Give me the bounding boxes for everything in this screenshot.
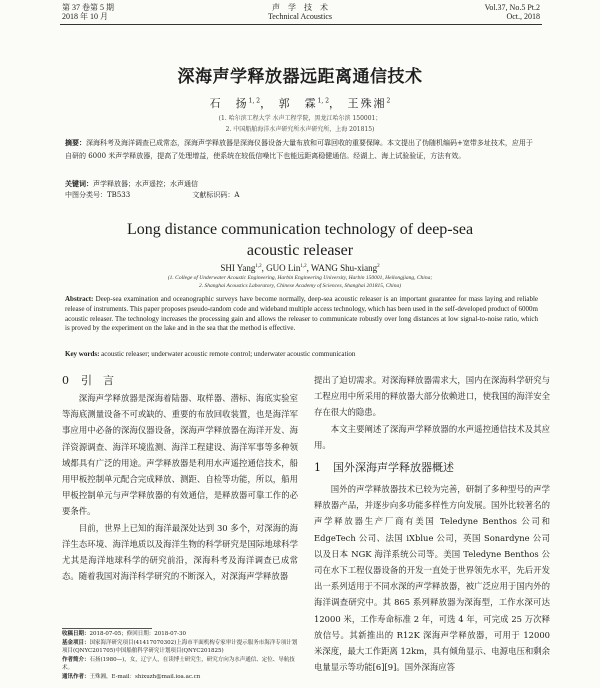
footnotes bbox=[62, 630, 300, 682]
running-header-issue: Vol.37, No.5 Pt.2 Oct., 2018 bbox=[484, 3, 540, 21]
classification-row bbox=[65, 190, 535, 200]
header-rule bbox=[60, 24, 542, 25]
footnote-fund: 基金项目：国家海洋研究项目(41417070302)上海市平面机构专家审计提示服务市海洋专项计划项目(QNYC201705)中国船舶科学研究计划项目(QNYC201825) bbox=[62, 639, 298, 655]
footnote-author: 作者简介：石扬(1980—)，女，辽宁人，在读博士研究生，研究方向为水声通信、定位、导航技术。 bbox=[62, 656, 295, 672]
keywords-chinese: 关键词：声学释放器；水声遥控；水声通信 bbox=[65, 179, 198, 188]
affiliation-english-2: 2. Shanghai Acoustics Laboratory, Chinese Academy of Sciences, Shanghai 201815, China) bbox=[198, 283, 402, 289]
title-english: Long distance communication technology of deep-sea acoustic releaser bbox=[126, 221, 474, 259]
paragraph-continued: 提出了迫切需求。对深海释放器需求大，国内在深海科学研究与工程应用中所采用的释放器大部分依赖进口，使我国的海洋安全存在很大的隐患。 bbox=[314, 375, 550, 418]
paragraph: 目前，世界上已知的海洋最深处达到 30 多个，对深海的海洋生态环境、海洋地质以及海洋生物的科学研究是国际地球科学尤其是海洋地球科学的研究前沿，深海科考及海洋调查已成常态。随着我国对海洋科学研究的不断深入，对深海声学释放器 bbox=[62, 522, 298, 582]
running-header-volume: 第 37 卷第 5 期 2018 年 10 月 bbox=[62, 3, 114, 21]
footnote-contact: 通讯作者：王殊湘，E-mail：shixuzh@mail.ioa.ac.cn bbox=[62, 673, 201, 680]
authors-english: SHI Yang$^{1,2}$, GUO Lin$^{1,2}$, WANG Shu-xiang$^2$ bbox=[220, 263, 380, 273]
body-column-left bbox=[62, 372, 298, 584]
affiliation-chinese-2: 2. 中国船舶海洋水声研究所水声研究所，上海 201815) bbox=[225, 126, 375, 133]
affiliation-english-1: (1. College of Underwater Acoustic Engineering, Harbin Engineering University, Harbin 150001, Heilongjiang, China; bbox=[167, 275, 433, 281]
running-header-journal: 声 学 技 术 Technical Acoustics bbox=[267, 3, 333, 21]
footnote-rule bbox=[62, 628, 152, 629]
keywords-english: Key words: acoustic releaser; underwater acoustic remote control; underwater acoustic communication bbox=[65, 350, 356, 358]
authors-chinese: 石 扬$^{1, 2}$， 郭 霖$^{1, 2}$， 王殊湘$^2$ bbox=[209, 97, 391, 110]
footnote-received: 收稿日期：2018-07-05；修回日期：2018-07-30 bbox=[62, 631, 186, 637]
section-heading-overview: 1 国外深海声学释放器概述 bbox=[314, 461, 454, 475]
title-chinese: 深海声学释放器远距离通信技术 bbox=[177, 67, 423, 87]
abstract-english: Abstract: Deep-sea examination and oceanographic surveys have become normally, deep-sea acoustic releaser is an important guarantee for mass laying and reliable release of instruments. This paper proposes pseudo-random code and wideband multiple access technology, which has been used in the self-developed product of 6000m acoustic releaser. The technology increases the processing gain and allows the releaser to communicate robustly over long distances at low signal-to-noise ratio, which is proved by the experiment on the lake and in the sea that the method is effective. bbox=[65, 295, 538, 333]
abstract-chinese: 摘要：深海科考及海洋调查已成常态，深海声学释放器是深海仪器设备大量布放和可靠回收的重要保障。本文提出了伪随机编码+宽带多址技术，应用于自研的 6000 米声学释放器，提高了处理增益，使系统在较低信噪比下也能远距离稳健通信。经湖上、海上试验验证，方法有效。 bbox=[65, 138, 533, 160]
affiliation-chinese-1: (1. 哈尔滨工程大学 水声工程学院，黑龙江哈尔滨 150001； bbox=[218, 115, 382, 122]
clc-number: 中图分类号：TB533 bbox=[65, 191, 131, 199]
body-column-right bbox=[314, 372, 550, 675]
document-code: 文献标识码：A bbox=[192, 191, 240, 199]
paragraph: 国外的声学释放器技术已较为完善，研制了多种型号的声学释放器产品，并逐步向多功能多样性方向发展。国外比较著名的声学释放器生产厂商有美国 Teledyne Benthos 公司和 EdgeTech 公司、法国 iXblue 公司，英国 Sonardyne 公司以及日本 NGK 海洋系统公司等。美国 Teledyne Benthos 公司在水下工程仪器设备的开发一直处于世界领先水平，先后开发出一系列适用于不同水深的声学释放器，被广泛应用于国内外的海洋调查研究中。其 865 系列释放器为深海型，工作水深可达 12000 米，工作寿命标准 2 年，可选 4 年，可完成 25 万次释放信号。其新推出的 R12K 深海声学释放器，可用于 12000 米深度，最大工作距离 12km，具有倾角显示、电源电压和剩余电量显示等功能[6][9]。国外深海应答 bbox=[314, 484, 550, 673]
paragraph: 深海声学释放器是深海着陆器、取样器、潜标、海底实验室等海底测量设备不可或缺的、重要的布放回收装置，也是海洋军事应用中必备的深海仪器设备，深海声学释放器在海洋开发、海洋资源调查、海洋环境监测、海洋工程建设、海洋军事等多种领域都具有广泛的用途。声学释放器是利用水声遥控通信技术，船用甲板控制单元配合完成释放、测距、自检等功能，所以，船用甲板控制单元与声学释放器的有效通信，是释放器可靠工作的必要条件。 bbox=[62, 393, 298, 517]
paragraph: 本文主要阐述了深海声学释放器的水声遥控通信技术及其应用。 bbox=[314, 423, 550, 450]
section-heading-introduction: 0 引 言 bbox=[62, 374, 114, 387]
